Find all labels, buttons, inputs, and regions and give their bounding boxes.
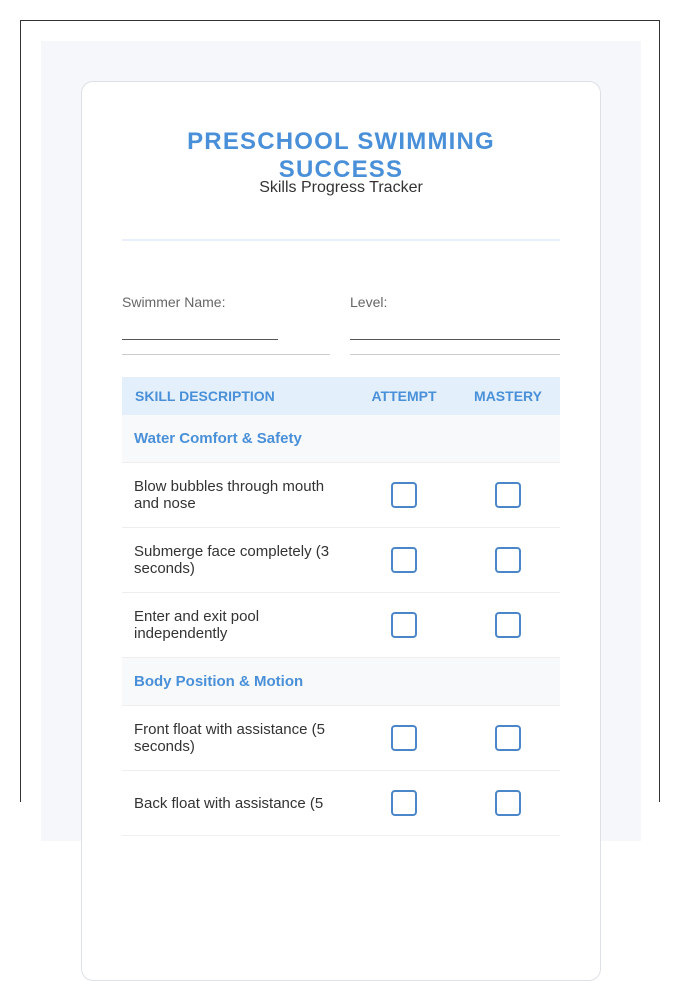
mastery-cell	[456, 771, 560, 836]
table-row	[122, 771, 560, 836]
attempt-checkbox[interactable]	[391, 482, 417, 508]
table-row	[122, 528, 560, 593]
mastery-cell	[456, 528, 560, 593]
attempt-checkbox[interactable]	[391, 547, 417, 573]
level-input[interactable]	[350, 319, 560, 340]
column-header-attempt: ATTEMPT	[352, 377, 456, 415]
attempt-cell	[352, 771, 456, 836]
attempt-checkbox[interactable]	[391, 612, 417, 638]
field-underline	[350, 354, 560, 355]
mastery-cell	[456, 463, 560, 528]
attempt-cell	[352, 528, 456, 593]
attempt-checkbox[interactable]	[391, 725, 417, 751]
table-row	[122, 463, 560, 528]
table-row	[122, 706, 560, 771]
category-row	[122, 658, 560, 706]
mastery-cell	[456, 593, 560, 658]
swimmer-name-label: Swimmer Name:	[122, 294, 226, 310]
swimmer-name-input[interactable]	[122, 319, 278, 340]
header-divider	[122, 239, 560, 241]
column-header-mastery: MASTERY	[456, 377, 560, 415]
level-field	[350, 294, 560, 355]
category-label: Body Position & Motion	[122, 658, 560, 706]
attempt-cell	[352, 463, 456, 528]
document-frame	[20, 20, 660, 812]
tracker-card	[81, 81, 601, 981]
category-label: Water Comfort & Safety	[122, 415, 560, 463]
skill-description: Enter and exit pool independently	[122, 593, 352, 658]
skill-description: Back float with assistance (5	[122, 771, 352, 836]
attempt-cell	[352, 593, 456, 658]
mastery-checkbox[interactable]	[495, 725, 521, 751]
skill-description: Submerge face completely (3 seconds)	[122, 528, 352, 593]
mastery-cell	[456, 706, 560, 771]
mastery-checkbox[interactable]	[495, 612, 521, 638]
field-underline	[122, 354, 330, 355]
attempt-checkbox[interactable]	[391, 790, 417, 816]
column-header-skill: SKILL DESCRIPTION	[122, 377, 352, 415]
category-row	[122, 415, 560, 463]
page-subtitle: Skills Progress Tracker	[259, 179, 423, 196]
skill-description: Front float with assistance (5 seconds)	[122, 706, 352, 771]
mastery-checkbox[interactable]	[495, 547, 521, 573]
page-background	[41, 41, 641, 841]
table-header-row	[122, 377, 560, 415]
skill-description: Blow bubbles through mouth and nose	[122, 463, 352, 528]
table-row	[122, 593, 560, 658]
level-label: Level:	[350, 294, 388, 310]
mastery-checkbox[interactable]	[495, 790, 521, 816]
mastery-checkbox[interactable]	[495, 482, 521, 508]
skills-table	[122, 377, 560, 836]
attempt-cell	[352, 706, 456, 771]
page-title: PRESCHOOL SWIMMING SUCCESS	[187, 128, 495, 183]
swimmer-name-field	[122, 294, 330, 355]
